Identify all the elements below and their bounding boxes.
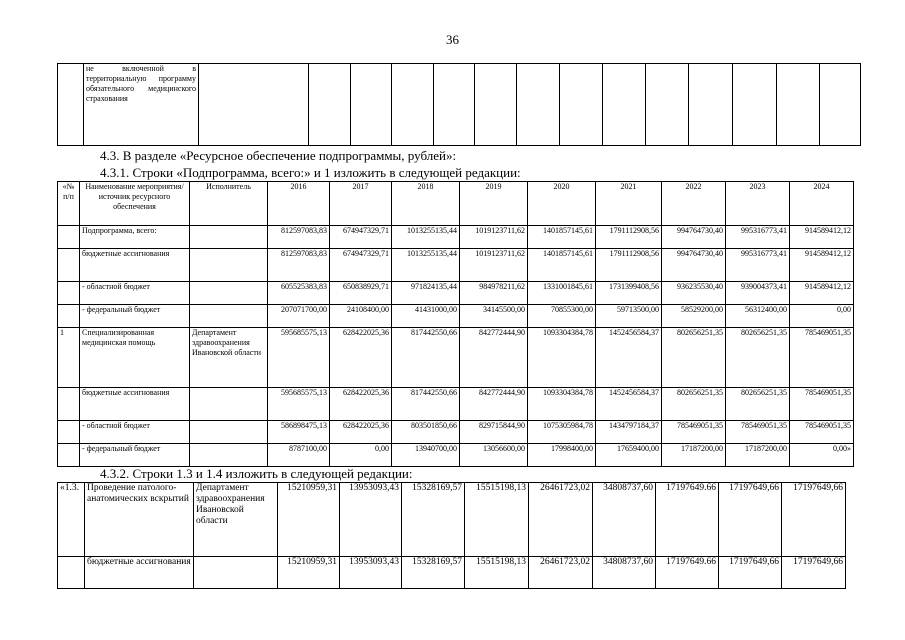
row-number bbox=[58, 282, 80, 305]
value-cell: 24108400,00 bbox=[330, 305, 392, 328]
value-cell: 914589412,12 bbox=[790, 249, 854, 282]
value-cell: 13940700,00 bbox=[392, 444, 460, 467]
value-cell: 586898475,13 bbox=[268, 421, 330, 444]
value-cell: 0,00 bbox=[330, 444, 392, 467]
value-cell: 842772444,90 bbox=[460, 388, 528, 421]
row-name: - федеральный бюджет bbox=[80, 305, 190, 328]
value-cell: 785469051,35 bbox=[790, 421, 854, 444]
row-executor bbox=[190, 249, 268, 282]
value-cell: 802656251,35 bbox=[662, 388, 726, 421]
value-cell: 59713500,00 bbox=[596, 305, 662, 328]
table-row bbox=[58, 305, 854, 328]
row-name: - федеральный бюджет bbox=[80, 444, 190, 467]
value-cell: 1093304384,78 bbox=[528, 388, 596, 421]
value-cell: 595685575,13 bbox=[268, 388, 330, 421]
value-cell: 56312400,00 bbox=[726, 305, 790, 328]
row-name: Проведение патолого-анатомических вскрытий bbox=[85, 483, 194, 557]
value-cell: 1331001845,61 bbox=[528, 282, 596, 305]
row-executor bbox=[190, 305, 268, 328]
row-name: - областной бюджет bbox=[80, 421, 190, 444]
row-number bbox=[58, 226, 80, 249]
row-number: 1 bbox=[58, 328, 80, 388]
row-executor bbox=[190, 282, 268, 305]
value-cell: 995316773,41 bbox=[726, 226, 790, 249]
value-cell: 842772444,90 bbox=[460, 328, 528, 388]
value-cell: 1452456584,37 bbox=[596, 328, 662, 388]
value-cell: 17197649,66 bbox=[719, 557, 782, 589]
table-row bbox=[58, 226, 854, 249]
col-header: 2023 bbox=[726, 182, 790, 226]
value-cell: 1401857145,61 bbox=[528, 249, 596, 282]
section-heading-4-3-1: 4.3.1. Строки «Подпрограмма, всего:» и 1 изложить в следующей редакции: bbox=[100, 165, 521, 180]
row-executor bbox=[190, 444, 268, 467]
value-cell: 994764730,40 bbox=[662, 249, 726, 282]
value-cell: 15210959,31 bbox=[278, 483, 340, 557]
value-cell: 785469051,35 bbox=[790, 328, 854, 388]
value-cell: 26461723,02 bbox=[529, 557, 593, 589]
value-cell: 207071700,00 bbox=[268, 305, 330, 328]
value-cell: 0,00» bbox=[790, 444, 854, 467]
resource-table-1 bbox=[57, 181, 854, 467]
col-header: Наименование мероприятия/источник ресурсного обеспечения bbox=[80, 182, 190, 226]
col-header: Исполнитель bbox=[190, 182, 268, 226]
value-cell: 17197649,66 bbox=[782, 557, 846, 589]
col-header: 2021 bbox=[596, 182, 662, 226]
value-cell: 812597083,83 bbox=[268, 226, 330, 249]
row-name: Подпрограмма, всего: bbox=[80, 226, 190, 249]
section-heading-4-3-2: 4.3.2. Строки 1.3 и 1.4 изложить в следующей редакции: bbox=[100, 466, 413, 481]
value-cell: 13056600,00 bbox=[460, 444, 528, 467]
table-row bbox=[58, 483, 846, 557]
col-header: «№ п/п bbox=[58, 182, 80, 226]
value-cell: 1452456584,37 bbox=[596, 388, 662, 421]
top-fragment-num-cell bbox=[58, 64, 84, 146]
value-cell: 17197649,66 bbox=[719, 483, 782, 557]
value-cell: 34808737,60 bbox=[593, 557, 656, 589]
value-cell: 1731399408,56 bbox=[596, 282, 662, 305]
value-cell: 17998400,00 bbox=[528, 444, 596, 467]
value-cell: 939004373,41 bbox=[726, 282, 790, 305]
value-cell: 785469051,35 bbox=[662, 421, 726, 444]
value-cell: 58529200,00 bbox=[662, 305, 726, 328]
top-fragment-table bbox=[57, 63, 861, 146]
value-cell: 1791112908,56 bbox=[596, 249, 662, 282]
value-cell: 1791112908,56 bbox=[596, 226, 662, 249]
table-row bbox=[58, 557, 846, 589]
value-cell: 15210959,31 bbox=[278, 557, 340, 589]
value-cell: 674947329,71 bbox=[330, 226, 392, 249]
value-cell: 17187200,00 bbox=[662, 444, 726, 467]
row-executor: Департамент здравоохранения Ивановской области bbox=[194, 483, 278, 557]
value-cell: 914589412,12 bbox=[790, 282, 854, 305]
value-cell: 8787100,00 bbox=[268, 444, 330, 467]
value-cell: 1093304384,78 bbox=[528, 328, 596, 388]
col-header: 2019 bbox=[460, 182, 528, 226]
value-cell: 812597083,83 bbox=[268, 249, 330, 282]
value-cell: 26461723,02 bbox=[529, 483, 593, 557]
row-executor bbox=[190, 421, 268, 444]
section-heading-4-3: 4.3. В разделе «Ресурсное обеспечение подпрограммы, рублей»: bbox=[100, 148, 457, 163]
value-cell: 785469051,35 bbox=[726, 421, 790, 444]
table-row bbox=[58, 328, 854, 388]
value-cell: 17659400,00 bbox=[596, 444, 662, 467]
value-cell: 802656251,35 bbox=[726, 388, 790, 421]
col-header: 2017 bbox=[330, 182, 392, 226]
row-number bbox=[58, 305, 80, 328]
row-number bbox=[58, 444, 80, 467]
value-cell: 17187200,00 bbox=[726, 444, 790, 467]
value-cell: 936235530,40 bbox=[662, 282, 726, 305]
row-number bbox=[58, 388, 80, 421]
table-header-row bbox=[58, 182, 854, 226]
value-cell: 13953093,43 bbox=[340, 557, 402, 589]
value-cell: 817442550,66 bbox=[392, 388, 460, 421]
row-executor: Департамент здравоохранения Ивановской области bbox=[190, 328, 268, 388]
value-cell: 984978211,62 bbox=[460, 282, 528, 305]
value-cell: 829715844,90 bbox=[460, 421, 528, 444]
col-header: 2024 bbox=[790, 182, 854, 226]
row-name: бюджетные ассигнования bbox=[80, 249, 190, 282]
value-cell: 34145500,00 bbox=[460, 305, 528, 328]
value-cell: 995316773,41 bbox=[726, 249, 790, 282]
row-number bbox=[58, 421, 80, 444]
value-cell: 785469051,35 bbox=[790, 388, 854, 421]
table-row bbox=[58, 421, 854, 444]
row-number: «1.3. bbox=[58, 483, 85, 557]
value-cell: 803501850,66 bbox=[392, 421, 460, 444]
row-name: бюджетные ассигнования bbox=[85, 557, 194, 589]
value-cell: 1013255135,44 bbox=[392, 226, 460, 249]
page-number: 36 bbox=[446, 32, 459, 47]
value-cell: 1019123711,62 bbox=[460, 249, 528, 282]
value-cell: 70855300,00 bbox=[528, 305, 596, 328]
table-row bbox=[58, 444, 854, 467]
value-cell: 15328169,57 bbox=[402, 483, 465, 557]
value-cell: 17197649.66 bbox=[656, 483, 719, 557]
row-number bbox=[58, 557, 85, 589]
value-cell: 15328169,57 bbox=[402, 557, 465, 589]
value-cell: 650838929,71 bbox=[330, 282, 392, 305]
value-cell: 34808737,60 bbox=[593, 483, 656, 557]
value-cell: 628422025,36 bbox=[330, 328, 392, 388]
value-cell: 1434797184,37 bbox=[596, 421, 662, 444]
row-number bbox=[58, 249, 80, 282]
row-name: Специализированная медицинская помощь bbox=[80, 328, 190, 388]
col-header: 2020 bbox=[528, 182, 596, 226]
value-cell: 971824135,44 bbox=[392, 282, 460, 305]
table-row bbox=[58, 388, 854, 421]
value-cell: 15515198,13 bbox=[465, 483, 529, 557]
value-cell: 802656251,35 bbox=[726, 328, 790, 388]
col-header: 2018 bbox=[392, 182, 460, 226]
value-cell: 605525383,83 bbox=[268, 282, 330, 305]
col-header: 2016 bbox=[268, 182, 330, 226]
value-cell: 994764730,40 bbox=[662, 226, 726, 249]
table-row bbox=[58, 249, 854, 282]
value-cell: 1401857145,61 bbox=[528, 226, 596, 249]
value-cell: 0,00 bbox=[790, 305, 854, 328]
value-cell: 802656251,35 bbox=[662, 328, 726, 388]
value-cell: 17197649.66 bbox=[656, 557, 719, 589]
value-cell: 628422025,36 bbox=[330, 421, 392, 444]
value-cell: 1075305984,78 bbox=[528, 421, 596, 444]
value-cell: 914589412,12 bbox=[790, 226, 854, 249]
row-name: бюджетные ассигнования bbox=[80, 388, 190, 421]
value-cell: 1013255135,44 bbox=[392, 249, 460, 282]
row-executor bbox=[190, 388, 268, 421]
top-fragment-text: не включенной в территориальную программу обязательного медицинского страхования bbox=[84, 64, 199, 146]
value-cell: 15515198,13 bbox=[465, 557, 529, 589]
value-cell: 595685575,13 bbox=[268, 328, 330, 388]
value-cell: 1019123711,62 bbox=[460, 226, 528, 249]
col-header: 2022 bbox=[662, 182, 726, 226]
value-cell: 41431000,00 bbox=[392, 305, 460, 328]
table-row bbox=[58, 282, 854, 305]
row-executor bbox=[190, 226, 268, 249]
resource-table-2 bbox=[57, 482, 846, 589]
value-cell: 817442550,66 bbox=[392, 328, 460, 388]
value-cell: 17197649,66 bbox=[782, 483, 846, 557]
value-cell: 13953093,43 bbox=[340, 483, 402, 557]
row-name: - областной бюджет bbox=[80, 282, 190, 305]
row-executor bbox=[194, 557, 278, 589]
value-cell: 674947329,71 bbox=[330, 249, 392, 282]
value-cell: 628422025,36 bbox=[330, 388, 392, 421]
